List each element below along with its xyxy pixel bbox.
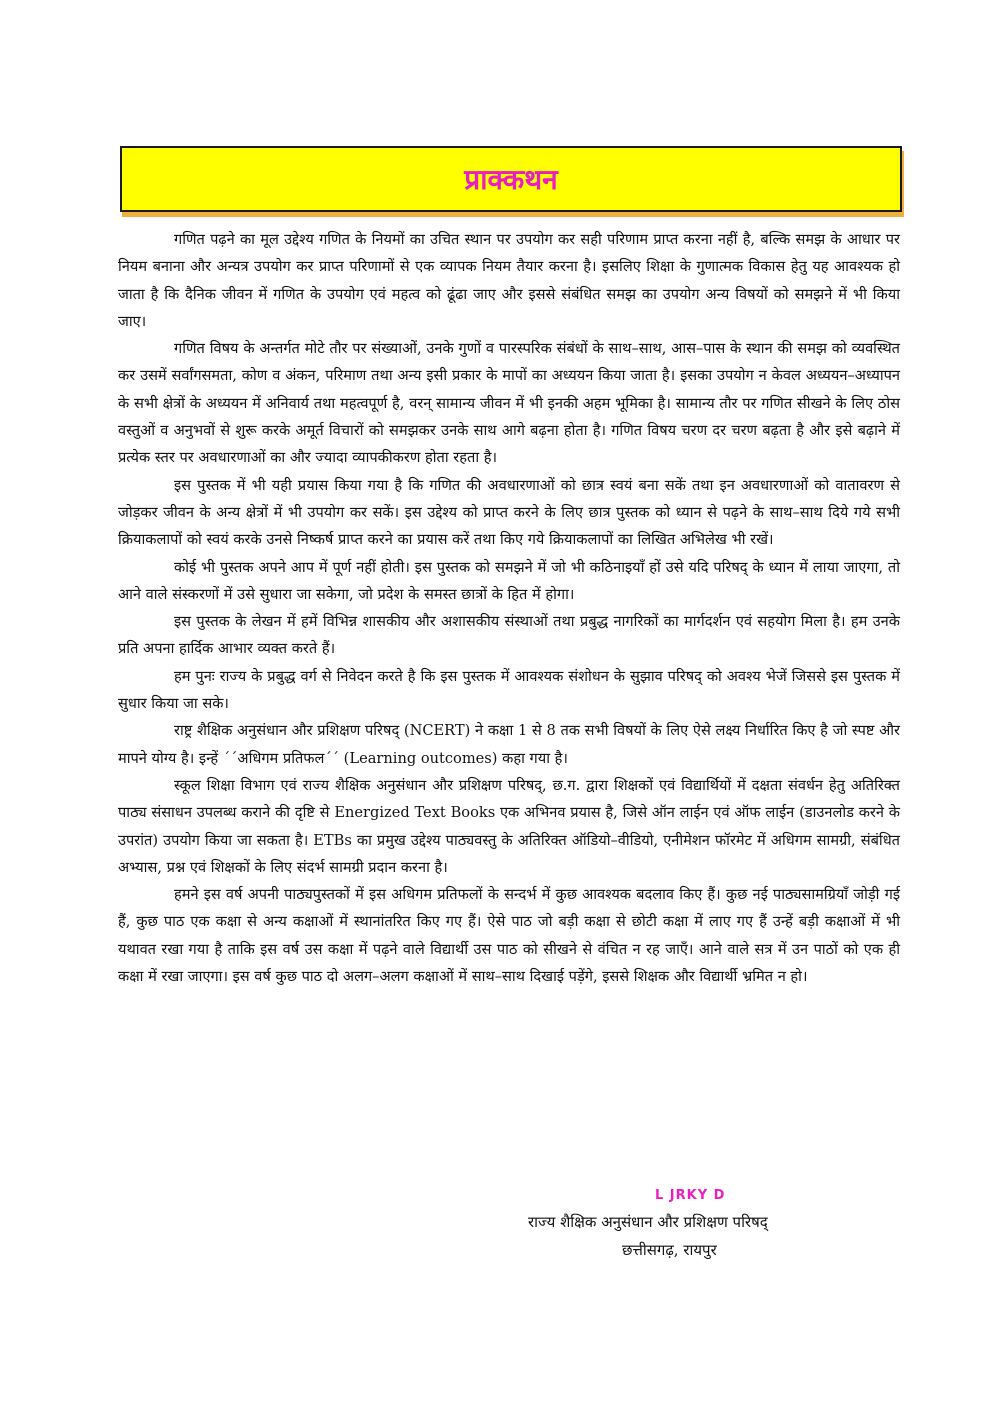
title-banner (120, 146, 902, 212)
paragraph-7: राष्ट्र शैक्षिक अनुसंधान और प्रशिक्षण परिषद् (NCERT) ने कक्षा 1 से 8 तक सभी विषयों के लिए ऐसे लक्ष्य निर्धारित किए है जो स्पष्ट और मापने योग्य है। इन्हें ´´अधिगम प्रतिफल´´ (Learning outcomes) कहा गया है। (118, 722, 900, 767)
paragraph-5: इस पुस्तक के लेखन में हमें विभिन्न शासकीय और अशासकीय संस्थाओं तथा प्रबुद्ध नागरिकों का मार्गदर्शन एवं सहयोग मिला है। हम उनके प्रति अपना हार्दिक आभार व्यक्त करते हैं। (118, 613, 900, 658)
body-text (118, 226, 900, 990)
paragraph-6: हम पुनः राज्य के प्रबुद्ध वर्ग से निवेदन करते है कि इस पुस्तक में आवश्यक संशोधन के सुझाव परिषद् को अवश्य भेजें जिससे इस पुस्तक में सुधार किया जा सके। (118, 667, 900, 713)
paragraph-4: कोई भी पुस्तक अपने आप में पूर्ण नहीं होती। इस पुस्तक को समझने में जो भी कठिनाइयाँ हों उसे यदि परिषद् के ध्यान में लाया जाएगा, तो आने वाले संस्करणों में उसे सुधारा जा सकेगा, जो प्रदेश के समस्त छात्रों के हित में होगा। (118, 558, 900, 603)
paragraph-3: इस पुस्तक में भी यही प्रयास किया गया है कि गणित की अवधारणाओं को छात्र स्वयं बना सकें तथा इन अवधारणाओं को वातावरण से जोड़कर जीवन के अन्य क्षेत्रों में भी उपयोग कर सकें। इस उद्देश्य को प्राप्त करने के लिए छात्र पुस्तक को ध्यान से पढ़ने के साथ–साथ दिये गये सभी क्रियाकलापों को स्वयं करके उनसे निष्कर्ष प्राप्त करने का प्रयास करें तथा किए गये क्रियाकलापों का लिखित अभिलेख भी रखें। (118, 476, 900, 549)
paragraph-1: गणित पढ़ने का मूल उद्देश्य गणित के नियमों का उचित स्थान पर उपयोग कर सही परिणाम प्राप्त करना नहीं है, बल्कि समझ के आधार पर नियम बनाना और अन्यत्र उपयोग कर प्राप्त परिणामों से एक व्यापक नियम तैयार करना है। इसलिए शिक्षा के गुणात्मक विकास हेतु यह आवश्यक हो जाता है कि दैनिक जीवन में गणित के उपयोग एवं महत्व को ढूंढा जाए और इससे संबंधित समझ का उपयोग अन्य विषयों को समझने में भी किया जाए। (118, 231, 900, 330)
signature-organization: राज्य शैक्षिक अनुसंधान और प्रशिक्षण परिषद् (528, 1213, 768, 1231)
paragraph-8: स्कूल शिक्षा विभाग एवं राज्य शैक्षिक अनुसंधान और प्रशिक्षण परिषद्, छ.ग. द्वारा शिक्षकों एवं विद्यार्थियों में दक्षता संवर्धन हेतु अतिरिक्त पाठ्य संसाधन उपलब्ध कराने की दृष्टि से Energized Text Books एक अभिनव प्रयास है, जिसे ऑन लाईन एवं ऑफ लाईन (डाउनलोड करने के उपरांत) उपयोग किया जा सकता है। ETBs का प्रमुख उद्देश्य पाठ्यवस्तु के अतिरिक्त ऑडियो–वीडियो, एनीमेशन फॉरमेट में अधिगम सामग्री, संबंधित अभ्यास, प्रश्न एवं शिक्षकों के लिए संदर्भ सामग्री प्रदान करना है। (118, 776, 900, 876)
signature-code: L JRKY D (655, 1188, 726, 1203)
page-title: प्राक्कथन (464, 163, 558, 196)
paragraph-2: गणित विषय के अन्तर्गत मोटे तौर पर संख्याओं, उनके गुणों व पारस्परिक संबंधों के साथ–साथ, आस–पास के स्थान की समझ को व्यवस्थित कर उसमें सर्वांगसमता, कोण व अंकन, परिमाण तथा अन्य इसी प्रकार के मापों का अध्ययन किया जाता है। इसका उपयोग न केवल अध्ययन–अध्यापन के सभी क्षेत्रों के अध्ययन में अनिवार्य तथा महत्वपूर्ण है, वरन् सामान्य जीवन में भी इनकी अहम भूमिका है। सामान्य तौर पर गणित सीखने के लिए ठोस वस्तुओं व अनुभवों से शुरू करके अमूर्त विचारों को समझकर उनके साथ आगे बढ़ना होता है। गणित विषय चरण दर चरण बढ़ता है और इसे बढ़ाने में प्रत्येक स्तर पर अवधारणाओं का और ज्यादा व्यापकीकरण होता रहता है। (118, 340, 900, 467)
signature-location: छत्तीसगढ़, रायपुर (622, 1241, 717, 1259)
paragraph-9: हमने इस वर्ष अपनी पाठ्यपुस्तकों में इस अधिगम प्रतिफलों के सन्दर्भ में कुछ आवश्यक बदलाव किए हैं। कुछ नई पाठ्यसामग्रियाँ जोड़ी गई हैं, कुछ पाठ एक कक्षा से अन्य कक्षाओं में स्थानांतरित किए गए हैं। ऐसे पाठ जो बड़ी कक्षा से छोटी कक्षा में लाए गए हैं उन्हें बड़ी कक्षाओं में भी यथावत रखा गया है ताकि इस वर्ष उस कक्षा में पढ़ने वाले विद्यार्थी उस पाठ को सीखने से वंचित न रह जाएँ। आने वाले सत्र में उन पाठों को एक ही कक्षा में रखा जाएगा। इस वर्ष कुछ पाठ दो अलग–अलग कक्षाओं में साथ–साथ दिखाई पड़ेंगे, इससे शिक्षक और विद्यार्थी भ्रमित न हो। (118, 886, 900, 986)
